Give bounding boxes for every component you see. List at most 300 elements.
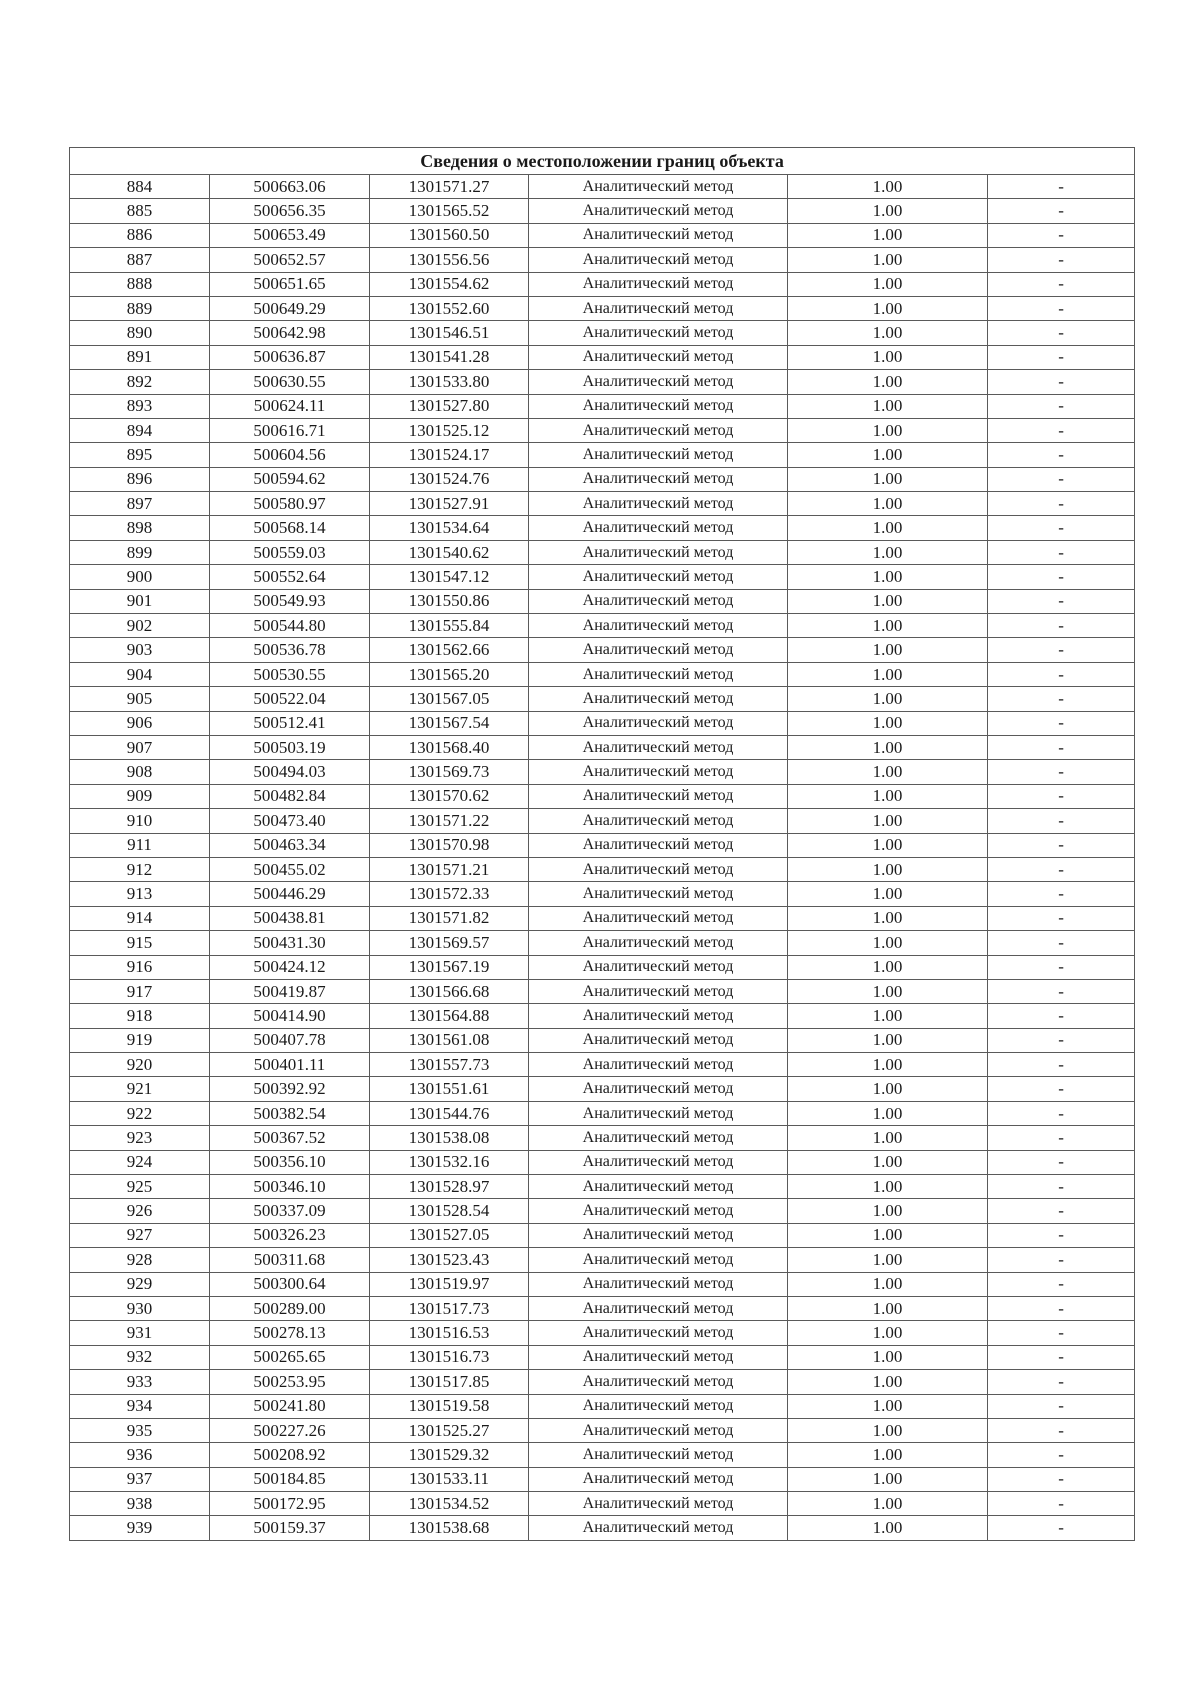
coordinate-y-cell: 1301528.54 (370, 1199, 529, 1223)
coordinate-y-cell: 1301556.56 (370, 248, 529, 272)
table-row (70, 321, 1135, 345)
point-number-cell: 912 (70, 857, 210, 881)
point-number-cell: 899 (70, 540, 210, 564)
precision-cell: 1.00 (788, 175, 988, 199)
point-number-cell: 892 (70, 370, 210, 394)
note-cell: - (988, 1028, 1135, 1052)
coordinate-y-cell: 1301524.17 (370, 443, 529, 467)
coordinate-x-cell: 500311.68 (210, 1248, 370, 1272)
table-row (70, 370, 1135, 394)
note-cell: - (988, 735, 1135, 759)
coordinate-y-cell: 1301571.27 (370, 175, 529, 199)
method-cell: Аналитический метод (529, 492, 788, 516)
table-row (70, 1345, 1135, 1369)
point-number-cell: 931 (70, 1321, 210, 1345)
coordinate-x-cell: 500159.37 (210, 1516, 370, 1540)
point-number-cell: 926 (70, 1199, 210, 1223)
point-number-cell: 895 (70, 443, 210, 467)
precision-cell: 1.00 (788, 1077, 988, 1101)
coordinate-x-cell: 500624.11 (210, 394, 370, 418)
table-row (70, 955, 1135, 979)
method-cell: Аналитический метод (529, 1053, 788, 1077)
coordinate-x-cell: 500559.03 (210, 540, 370, 564)
coordinate-x-cell: 500278.13 (210, 1321, 370, 1345)
coordinate-y-cell: 1301564.88 (370, 1004, 529, 1028)
point-number-cell: 933 (70, 1370, 210, 1394)
note-cell: - (988, 418, 1135, 442)
coordinate-y-cell: 1301552.60 (370, 296, 529, 320)
note-cell: - (988, 1492, 1135, 1516)
precision-cell: 1.00 (788, 809, 988, 833)
coordinate-y-cell: 1301571.82 (370, 906, 529, 930)
note-cell: - (988, 638, 1135, 662)
coordinate-x-cell: 500382.54 (210, 1101, 370, 1125)
coordinate-x-cell: 500594.62 (210, 467, 370, 491)
point-number-cell: 902 (70, 614, 210, 638)
coordinate-y-cell: 1301534.52 (370, 1492, 529, 1516)
point-number-cell: 898 (70, 516, 210, 540)
table-row (70, 1418, 1135, 1442)
point-number-cell: 922 (70, 1101, 210, 1125)
precision-cell: 1.00 (788, 1053, 988, 1077)
note-cell: - (988, 272, 1135, 296)
method-cell: Аналитический метод (529, 1175, 788, 1199)
coordinate-x-cell: 500544.80 (210, 614, 370, 638)
precision-cell: 1.00 (788, 979, 988, 1003)
precision-cell: 1.00 (788, 1199, 988, 1223)
table-row (70, 1126, 1135, 1150)
coordinate-y-cell: 1301562.66 (370, 638, 529, 662)
coordinate-x-cell: 500536.78 (210, 638, 370, 662)
coordinate-y-cell: 1301570.62 (370, 784, 529, 808)
note-cell: - (988, 248, 1135, 272)
precision-cell: 1.00 (788, 1248, 988, 1272)
point-number-cell: 891 (70, 345, 210, 369)
coordinate-x-cell: 500208.92 (210, 1443, 370, 1467)
coordinate-y-cell: 1301544.76 (370, 1101, 529, 1125)
point-number-cell: 938 (70, 1492, 210, 1516)
note-cell: - (988, 784, 1135, 808)
coordinate-x-cell: 500604.56 (210, 443, 370, 467)
table-row (70, 418, 1135, 442)
table-row (70, 711, 1135, 735)
method-cell: Аналитический метод (529, 1004, 788, 1028)
note-cell: - (988, 1345, 1135, 1369)
precision-cell: 1.00 (788, 1028, 988, 1052)
coordinate-y-cell: 1301519.58 (370, 1394, 529, 1418)
precision-cell: 1.00 (788, 492, 988, 516)
table-row (70, 760, 1135, 784)
note-cell: - (988, 1223, 1135, 1247)
point-number-cell: 916 (70, 955, 210, 979)
note-cell: - (988, 906, 1135, 930)
coordinate-x-cell: 500184.85 (210, 1467, 370, 1491)
note-cell: - (988, 370, 1135, 394)
table-row (70, 296, 1135, 320)
coordinate-x-cell: 500651.65 (210, 272, 370, 296)
coordinate-y-cell: 1301572.33 (370, 882, 529, 906)
method-cell: Аналитический метод (529, 1443, 788, 1467)
note-cell: - (988, 1053, 1135, 1077)
method-cell: Аналитический метод (529, 443, 788, 467)
method-cell: Аналитический метод (529, 687, 788, 711)
coordinate-y-cell: 1301554.62 (370, 272, 529, 296)
note-cell: - (988, 833, 1135, 857)
precision-cell: 1.00 (788, 1492, 988, 1516)
coordinate-y-cell: 1301569.57 (370, 931, 529, 955)
point-number-cell: 885 (70, 199, 210, 223)
coordinate-x-cell: 500568.14 (210, 516, 370, 540)
note-cell: - (988, 443, 1135, 467)
table-row (70, 199, 1135, 223)
method-cell: Аналитический метод (529, 1467, 788, 1491)
coordinate-y-cell: 1301567.19 (370, 955, 529, 979)
note-cell: - (988, 516, 1135, 540)
note-cell: - (988, 1296, 1135, 1320)
table-row (70, 638, 1135, 662)
coordinate-y-cell: 1301527.05 (370, 1223, 529, 1247)
note-cell: - (988, 492, 1135, 516)
note-cell: - (988, 223, 1135, 247)
point-number-cell: 888 (70, 272, 210, 296)
point-number-cell: 913 (70, 882, 210, 906)
coordinate-y-cell: 1301525.27 (370, 1418, 529, 1442)
point-number-cell: 934 (70, 1394, 210, 1418)
table-row (70, 809, 1135, 833)
note-cell: - (988, 394, 1135, 418)
note-cell: - (988, 589, 1135, 613)
table-row (70, 443, 1135, 467)
point-number-cell: 905 (70, 687, 210, 711)
table-row (70, 784, 1135, 808)
precision-cell: 1.00 (788, 370, 988, 394)
precision-cell: 1.00 (788, 931, 988, 955)
note-cell: - (988, 345, 1135, 369)
note-cell: - (988, 1150, 1135, 1174)
point-number-cell: 893 (70, 394, 210, 418)
method-cell: Аналитический метод (529, 589, 788, 613)
precision-cell: 1.00 (788, 833, 988, 857)
note-cell: - (988, 1077, 1135, 1101)
table-row (70, 1394, 1135, 1418)
method-cell: Аналитический метод (529, 175, 788, 199)
coordinate-x-cell: 500337.09 (210, 1199, 370, 1223)
table-row (70, 906, 1135, 930)
note-cell: - (988, 857, 1135, 881)
note-cell: - (988, 1370, 1135, 1394)
precision-cell: 1.00 (788, 394, 988, 418)
method-cell: Аналитический метод (529, 1199, 788, 1223)
coordinate-y-cell: 1301571.21 (370, 857, 529, 881)
note-cell: - (988, 175, 1135, 199)
precision-cell: 1.00 (788, 1175, 988, 1199)
method-cell: Аналитический метод (529, 248, 788, 272)
point-number-cell: 907 (70, 735, 210, 759)
precision-cell: 1.00 (788, 638, 988, 662)
coordinate-x-cell: 500172.95 (210, 1492, 370, 1516)
method-cell: Аналитический метод (529, 979, 788, 1003)
precision-cell: 1.00 (788, 882, 988, 906)
table-row (70, 175, 1135, 199)
precision-cell: 1.00 (788, 1150, 988, 1174)
coordinate-x-cell: 500552.64 (210, 565, 370, 589)
precision-cell: 1.00 (788, 248, 988, 272)
coordinate-x-cell: 500431.30 (210, 931, 370, 955)
note-cell: - (988, 760, 1135, 784)
precision-cell: 1.00 (788, 1345, 988, 1369)
coordinate-x-cell: 500503.19 (210, 735, 370, 759)
coordinate-y-cell: 1301568.40 (370, 735, 529, 759)
table-row (70, 662, 1135, 686)
coordinate-y-cell: 1301566.68 (370, 979, 529, 1003)
method-cell: Аналитический метод (529, 565, 788, 589)
table-row (70, 1516, 1135, 1540)
method-cell: Аналитический метод (529, 1248, 788, 1272)
point-number-cell: 901 (70, 589, 210, 613)
method-cell: Аналитический метод (529, 1150, 788, 1174)
coordinate-x-cell: 500636.87 (210, 345, 370, 369)
table-row (70, 516, 1135, 540)
point-number-cell: 906 (70, 711, 210, 735)
method-cell: Аналитический метод (529, 516, 788, 540)
note-cell: - (988, 1443, 1135, 1467)
coordinate-x-cell: 500414.90 (210, 1004, 370, 1028)
coordinate-x-cell: 500512.41 (210, 711, 370, 735)
method-cell: Аналитический метод (529, 711, 788, 735)
table-row (70, 1199, 1135, 1223)
coordinate-x-cell: 500367.52 (210, 1126, 370, 1150)
precision-cell: 1.00 (788, 687, 988, 711)
table-row (70, 1370, 1135, 1394)
coordinate-y-cell: 1301524.76 (370, 467, 529, 491)
coordinate-x-cell: 500265.65 (210, 1345, 370, 1369)
coordinate-y-cell: 1301565.20 (370, 662, 529, 686)
method-cell: Аналитический метод (529, 1345, 788, 1369)
table-row (70, 1053, 1135, 1077)
precision-cell: 1.00 (788, 345, 988, 369)
precision-cell: 1.00 (788, 199, 988, 223)
coordinate-y-cell: 1301541.28 (370, 345, 529, 369)
note-cell: - (988, 1199, 1135, 1223)
precision-cell: 1.00 (788, 1004, 988, 1028)
method-cell: Аналитический метод (529, 223, 788, 247)
table-row (70, 1028, 1135, 1052)
coordinate-x-cell: 500289.00 (210, 1296, 370, 1320)
method-cell: Аналитический метод (529, 1077, 788, 1101)
note-cell: - (988, 467, 1135, 491)
method-cell: Аналитический метод (529, 1101, 788, 1125)
precision-cell: 1.00 (788, 760, 988, 784)
coordinate-y-cell: 1301546.51 (370, 321, 529, 345)
precision-cell: 1.00 (788, 1443, 988, 1467)
precision-cell: 1.00 (788, 711, 988, 735)
coordinate-y-cell: 1301527.80 (370, 394, 529, 418)
table-row (70, 394, 1135, 418)
coordinate-y-cell: 1301538.08 (370, 1126, 529, 1150)
precision-cell: 1.00 (788, 296, 988, 320)
coordinate-y-cell: 1301571.22 (370, 809, 529, 833)
coordinate-x-cell: 500253.95 (210, 1370, 370, 1394)
coordinate-y-cell: 1301534.64 (370, 516, 529, 540)
coordinate-y-cell: 1301527.91 (370, 492, 529, 516)
precision-cell: 1.00 (788, 662, 988, 686)
point-number-cell: 897 (70, 492, 210, 516)
coordinate-x-cell: 500356.10 (210, 1150, 370, 1174)
method-cell: Аналитический метод (529, 540, 788, 564)
precision-cell: 1.00 (788, 1101, 988, 1125)
coordinate-x-cell: 500455.02 (210, 857, 370, 881)
coordinate-y-cell: 1301555.84 (370, 614, 529, 638)
coordinate-y-cell: 1301529.32 (370, 1443, 529, 1467)
coordinate-y-cell: 1301547.12 (370, 565, 529, 589)
point-number-cell: 929 (70, 1272, 210, 1296)
point-number-cell: 919 (70, 1028, 210, 1052)
method-cell: Аналитический метод (529, 1418, 788, 1442)
coordinate-y-cell: 1301550.86 (370, 589, 529, 613)
precision-cell: 1.00 (788, 1223, 988, 1247)
table-row (70, 1443, 1135, 1467)
method-cell: Аналитический метод (529, 1394, 788, 1418)
table-row (70, 1467, 1135, 1491)
coordinate-y-cell: 1301519.97 (370, 1272, 529, 1296)
coordinate-y-cell: 1301565.52 (370, 199, 529, 223)
table-row (70, 882, 1135, 906)
note-cell: - (988, 711, 1135, 735)
precision-cell: 1.00 (788, 1272, 988, 1296)
table-row (70, 540, 1135, 564)
coordinate-x-cell: 500473.40 (210, 809, 370, 833)
method-cell: Аналитический метод (529, 1296, 788, 1320)
method-cell: Аналитический метод (529, 296, 788, 320)
note-cell: - (988, 1126, 1135, 1150)
note-cell: - (988, 809, 1135, 833)
method-cell: Аналитический метод (529, 394, 788, 418)
method-cell: Аналитический метод (529, 614, 788, 638)
method-cell: Аналитический метод (529, 760, 788, 784)
coordinate-y-cell: 1301567.05 (370, 687, 529, 711)
table-row (70, 1296, 1135, 1320)
table-row (70, 735, 1135, 759)
precision-cell: 1.00 (788, 443, 988, 467)
table-title-row (70, 148, 1135, 175)
precision-cell: 1.00 (788, 516, 988, 540)
method-cell: Аналитический метод (529, 345, 788, 369)
note-cell: - (988, 1248, 1135, 1272)
coordinate-x-cell: 500494.03 (210, 760, 370, 784)
table-row (70, 1077, 1135, 1101)
method-cell: Аналитический метод (529, 1492, 788, 1516)
coordinate-x-cell: 500227.26 (210, 1418, 370, 1442)
coordinate-y-cell: 1301516.53 (370, 1321, 529, 1345)
table-row (70, 272, 1135, 296)
point-number-cell: 914 (70, 906, 210, 930)
coordinate-x-cell: 500642.98 (210, 321, 370, 345)
method-cell: Аналитический метод (529, 857, 788, 881)
precision-cell: 1.00 (788, 467, 988, 491)
precision-cell: 1.00 (788, 1394, 988, 1418)
coordinate-y-cell: 1301533.11 (370, 1467, 529, 1491)
table-row (70, 1150, 1135, 1174)
note-cell: - (988, 1272, 1135, 1296)
table-row (70, 687, 1135, 711)
note-cell: - (988, 955, 1135, 979)
table-row (70, 979, 1135, 1003)
table-row (70, 589, 1135, 613)
coordinate-x-cell: 500522.04 (210, 687, 370, 711)
point-number-cell: 921 (70, 1077, 210, 1101)
method-cell: Аналитический метод (529, 662, 788, 686)
coordinate-x-cell: 500392.92 (210, 1077, 370, 1101)
coordinate-x-cell: 500326.23 (210, 1223, 370, 1247)
precision-cell: 1.00 (788, 1418, 988, 1442)
precision-cell: 1.00 (788, 1296, 988, 1320)
method-cell: Аналитический метод (529, 418, 788, 442)
point-number-cell: 930 (70, 1296, 210, 1320)
method-cell: Аналитический метод (529, 638, 788, 662)
note-cell: - (988, 882, 1135, 906)
note-cell: - (988, 979, 1135, 1003)
table-row (70, 345, 1135, 369)
precision-cell: 1.00 (788, 589, 988, 613)
coordinate-y-cell: 1301538.68 (370, 1516, 529, 1540)
precision-cell: 1.00 (788, 906, 988, 930)
coordinate-y-cell: 1301569.73 (370, 760, 529, 784)
precision-cell: 1.00 (788, 272, 988, 296)
precision-cell: 1.00 (788, 784, 988, 808)
point-number-cell: 925 (70, 1175, 210, 1199)
note-cell: - (988, 296, 1135, 320)
coordinate-x-cell: 500549.93 (210, 589, 370, 613)
method-cell: Аналитический метод (529, 321, 788, 345)
point-number-cell: 928 (70, 1248, 210, 1272)
coordinate-y-cell: 1301533.80 (370, 370, 529, 394)
coordinate-x-cell: 500407.78 (210, 1028, 370, 1052)
coordinate-y-cell: 1301523.43 (370, 1248, 529, 1272)
note-cell: - (988, 1175, 1135, 1199)
point-number-cell: 900 (70, 565, 210, 589)
note-cell: - (988, 540, 1135, 564)
coordinate-x-cell: 500656.35 (210, 199, 370, 223)
coordinate-x-cell: 500419.87 (210, 979, 370, 1003)
table-row (70, 1223, 1135, 1247)
table-row (70, 931, 1135, 955)
method-cell: Аналитический метод (529, 1126, 788, 1150)
coordinate-x-cell: 500653.49 (210, 223, 370, 247)
precision-cell: 1.00 (788, 1467, 988, 1491)
precision-cell: 1.00 (788, 418, 988, 442)
table-row (70, 1101, 1135, 1125)
table-row (70, 1248, 1135, 1272)
method-cell: Аналитический метод (529, 1272, 788, 1296)
coordinate-y-cell: 1301540.62 (370, 540, 529, 564)
note-cell: - (988, 687, 1135, 711)
coordinate-x-cell: 500649.29 (210, 296, 370, 320)
table-row (70, 1492, 1135, 1516)
note-cell: - (988, 614, 1135, 638)
note-cell: - (988, 1101, 1135, 1125)
point-number-cell: 889 (70, 296, 210, 320)
table-row (70, 565, 1135, 589)
point-number-cell: 908 (70, 760, 210, 784)
method-cell: Аналитический метод (529, 1223, 788, 1247)
coordinate-x-cell: 500652.57 (210, 248, 370, 272)
table-title: Сведения о местоположении границ объекта (70, 148, 1135, 175)
coordinate-x-cell: 500446.29 (210, 882, 370, 906)
method-cell: Аналитический метод (529, 906, 788, 930)
table-row (70, 1272, 1135, 1296)
coordinate-x-cell: 500482.84 (210, 784, 370, 808)
precision-cell: 1.00 (788, 1516, 988, 1540)
